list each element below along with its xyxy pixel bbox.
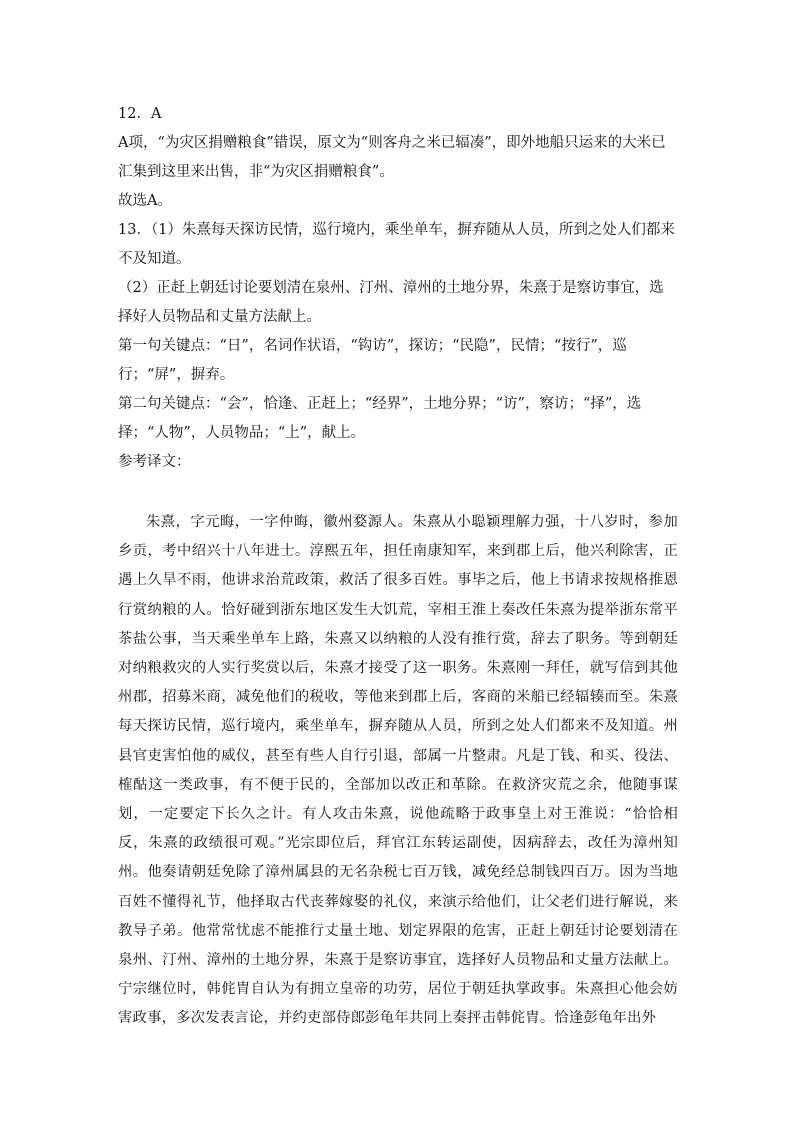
answer-12-label: 12．A xyxy=(118,106,162,122)
reference-translation-heading: 参考译文： xyxy=(118,454,191,470)
answer-13-part2: （2）正赶上朝廷讨论要划清在泉州、汀州、漳州的土地分界，朱熹于是察访事宜，选择好人员物品和丈量方法献上。 xyxy=(118,280,664,325)
answer-12-conclusion: 故选A。 xyxy=(118,193,172,209)
answer-12-explanation: A项，“为灾区捐赠粮食”错误，原文为“则客舟之米已辐凑”，即外地船只运来的大米已汇集到这里来出售，非“为灾区捐赠粮食”。 xyxy=(118,135,666,180)
answer-13-keypoints-2: 第二句关键点：“会”，恰逢、正赶上；“经界”，土地分界；“访”，察访；“择”，选择；“人物”，人员物品；“上”，献上。 xyxy=(118,396,642,441)
answer-section xyxy=(118,100,678,477)
reference-translation-paragraph: 朱熹，字元晦，一字仲晦，徽州婺源人。朱熹从小聪颖理解力强，十八岁时，参加乡贡，考中绍兴十八年进士。淳熙五年，担任南康知军，来到郡上后，他兴利除害，正遇上久旱不雨，他讲求治荒政策，救活了很多百姓。事毕之后，他上书请求按规格推恩行赏纳粮的人。恰好碰到浙东地区发生大饥荒，宰相王淮上奏改任朱熹为提举浙东常平茶盐公事，当天乘坐单车上路，朱熹又以纳粮的人没有推行赏，辞去了职务。等到朝廷对纳粮救灾的人实行奖赏以后，朱熹才接受了这一职务。朱熹刚一拜任，就写信到其他州郡，招募米商，减免他们的税收，等他来到郡上后，客商的米船已经辐辏而至。朱熹每天探访民情，巡行境内，乘坐单车，摒弃随从人员，所到之处人们都来不及知道。州县官吏害怕他的威仪，甚至有些人自行引退，部属一片整肃。凡是丁钱、和买、役法、榷酤这一类政事，有不便于民的，全部加以改正和革除。在救济灾荒之余，他随事谋划，一定要定下长久之计。有人攻击朱熹，说他疏略于政事皇上对王淮说：“恰恰相反，朱熹的政绩很可观。”光宗即位后，拜官江东转运副使，因病辞去，改任为漳州知州。他奏请朝廷免除了漳州属县的无名杂税七百万钱，减免经总制钱四百万。因为当地百姓不懂得礼节，他择取古代丧葬嫁娶的礼仪，来演示给他们，让父老们进行解说，来教导子弟。他常常忧虑不能推行丈量土地、划定界限的危害，正赶上朝廷讨论要划清在泉州、汀州、漳州的土地分界，朱熹于是察访事宜，选择好人员物品和丈量方法献上。宁宗继位时，韩侂胄自认为有拥立皇帝的功劳，居位于朝廷执掌政事。朱熹担心他会妨害政事，多次发表言论，并约吏部侍郎彭龟年共同上奏抨击韩侂胄。恰逢彭龟年出外 xyxy=(118,514,678,1027)
answer-13-keypoints-1: 第一句关键点：“日”，名词作状语，“钩访”，探访；“民隐”，民情；“按行”，巡行；“屏”，摒弃。 xyxy=(118,338,627,383)
answer-13-part1: 13．（1）朱熹每天探访民情，巡行境内，乘坐单车，摒弃随从人员，所到之处人们都来不及知道。 xyxy=(118,222,675,267)
